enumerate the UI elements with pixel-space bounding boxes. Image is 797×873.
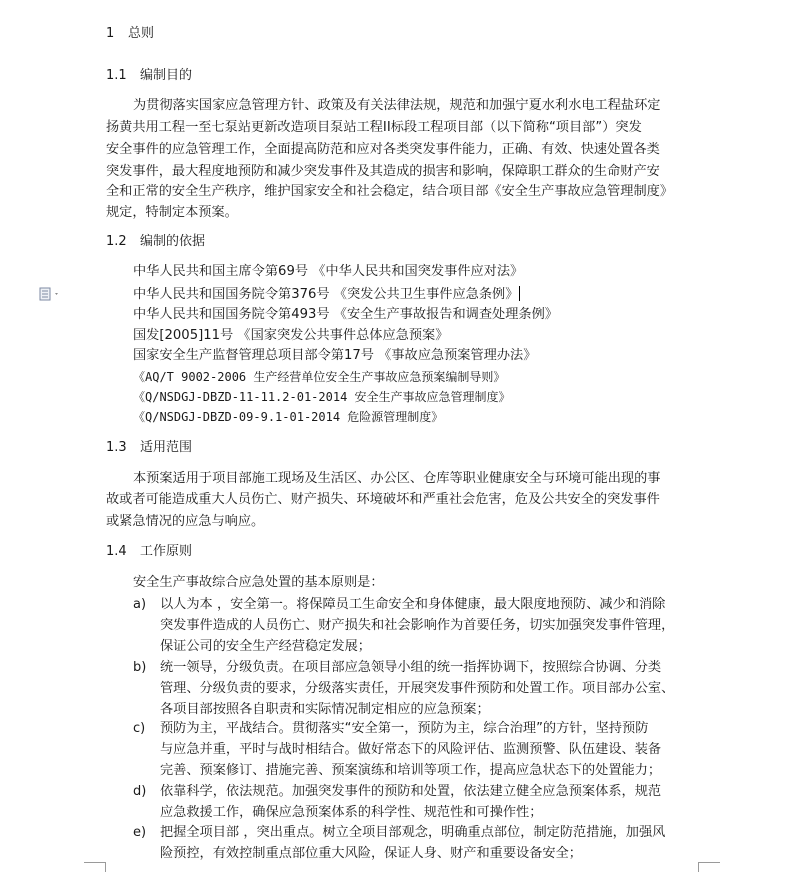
principles-intro: 安全生产事故综合应急处置的基本原则是： <box>133 575 384 590</box>
document-icon[interactable] <box>39 286 63 300</box>
reference-item: 中华人民共和国主席令第69号 《中华人民共和国突发事件应对法》 <box>133 264 524 279</box>
list-item-line: 统一领导，分级负责。在项目部应急领导小组的统一指挥协调下，按照综合协调、分类 <box>160 660 662 675</box>
section-number: 1.4 <box>106 544 127 559</box>
reference-item <box>133 286 520 303</box>
crop-mark <box>698 862 720 873</box>
reference-item: 《Q/NSDGJ-DBZD-11-11.2-01-2014 安全生产事故应急管理制度》 <box>133 390 511 404</box>
para-line: 为贯彻落实国家应急管理方针、政策及有关法律法规，规范和加强宁夏水利水电工程盐环定 <box>133 98 661 113</box>
list-item-line: 预防为主，平战结合。贯彻落实“安全第一，预防为主，综合治理”的方针，坚持预防 <box>160 721 649 736</box>
crop-mark <box>105 862 106 872</box>
reference-item: 国发[2005]11号 《国家突发公共事件总体应急预案》 <box>133 328 449 343</box>
list-item-line: 管理、分级负责的要求，分级落实责任，开展突发事件预防和处置工作。项目部办公室、 <box>160 681 675 696</box>
reference-item: 《AQ/T 9002-2006 生产经营单位安全生产事故应急预案编制导则》 <box>133 370 506 384</box>
list-marker: c) <box>133 721 146 736</box>
para-line: 全和正常的安全生产秩序，维护国家安全和社会稳定，结合项目部《安全生产事故应急管理制度》 <box>106 184 674 199</box>
heading-number: 1 <box>106 26 115 41</box>
list-item-line: 险预控，有效控制重点部位重大风险，保证人身、财产和重要设备安全； <box>160 846 582 861</box>
section-title: 编制目的 <box>140 68 193 83</box>
heading-title: 总则 <box>128 26 155 41</box>
section-1-1-heading <box>106 68 192 84</box>
list-item-line: 保证公司的安全生产经营稳定发展； <box>160 639 371 654</box>
list-item-line: 完善、预案修订、措施完善、预案演练和培训等项工作，提高应急状态下的处置能力； <box>160 763 662 778</box>
para-line: 安全事件的应急管理工作，全面提高防范和应对各类突发事件能力，正确、有效、快速处置各类 <box>106 142 660 157</box>
list-item-line: 把握全项目部 ，突出重点。树立全项目部观念，明确重点部位，制定防范措施，加强风 <box>160 825 666 840</box>
section-1-3-heading <box>106 440 192 456</box>
list-item-line: 突发事件造成的人员伤亡、财产损失和社会影响作为首要任务，切实加强突发事件管理， <box>160 618 675 633</box>
section-number: 1.2 <box>106 234 127 249</box>
text-cursor <box>519 286 520 301</box>
list-item-line: 依靠科学，依法规范。加强突发事件的预防和处置，依法建立健全应急预案体系，规范 <box>160 784 662 799</box>
section-number: 1.3 <box>106 440 127 455</box>
section-1-2-heading <box>106 234 205 250</box>
para-line: 故或者可能造成重大人员伤亡、财产损失、环境破坏和严重社会危害，危及公共安全的突发事件 <box>106 492 660 507</box>
reference-text: 中华人民共和国国务院令第376号 《突发公共卫生事件应急条例》 <box>133 287 519 302</box>
section-title: 适用范围 <box>140 440 193 455</box>
list-marker: b) <box>133 660 147 675</box>
crop-mark <box>698 862 699 872</box>
list-marker: a) <box>133 597 147 612</box>
heading-1 <box>106 26 154 42</box>
section-number: 1.1 <box>106 68 127 83</box>
section-1-4-heading <box>106 544 192 560</box>
list-item-line: 各项目部按照各自职责和实际情况制定相应的应急预案； <box>160 702 490 717</box>
list-item-line: 应急救援工作，确保应急预案体系的科学性、规范性和可操作性； <box>160 805 543 820</box>
reference-item: 《Q/NSDGJ-DBZD-09-9.1-01-2014 危险源管理制度》 <box>133 410 444 424</box>
crop-mark <box>84 862 106 873</box>
para-line: 突发事件，最大程度地预防和减少突发事件及其造成的损害和影响，保障职工群众的生命财产安 <box>106 164 660 179</box>
para-line: 或紧急情况的应急与响应。 <box>106 514 265 529</box>
para-line: 扬黄共用工程一至七泵站更新改造项目泵站工程II标段工程项目部（以下简称“项目部”）突发 <box>106 120 642 135</box>
list-item-line: 与应急并重，平时与战时相结合。做好常态下的风险评估、监测预警、队伍建设、装备 <box>160 742 662 757</box>
reference-item: 中华人民共和国国务院令第493号 《安全生产事故报告和调查处理条例》 <box>133 307 558 322</box>
list-item-line: 以人为本 ，安全第一。将保障员工生命安全和身体健康，最大限度地预防、减少和消除 <box>160 597 666 612</box>
list-marker: e) <box>133 825 147 840</box>
para-line: 规定，特制定本预案。 <box>106 205 238 220</box>
list-marker: d) <box>133 784 147 799</box>
reference-item: 国家安全生产监督管理总项目部令第17号 《事故应急预案管理办法》 <box>133 348 537 363</box>
section-title: 工作原则 <box>140 544 193 559</box>
section-title: 编制的依据 <box>140 234 206 249</box>
para-line: 本预案适用于项目部施工现场及生活区、办公区、仓库等职业健康安全与环境可能出现的事 <box>133 471 661 486</box>
